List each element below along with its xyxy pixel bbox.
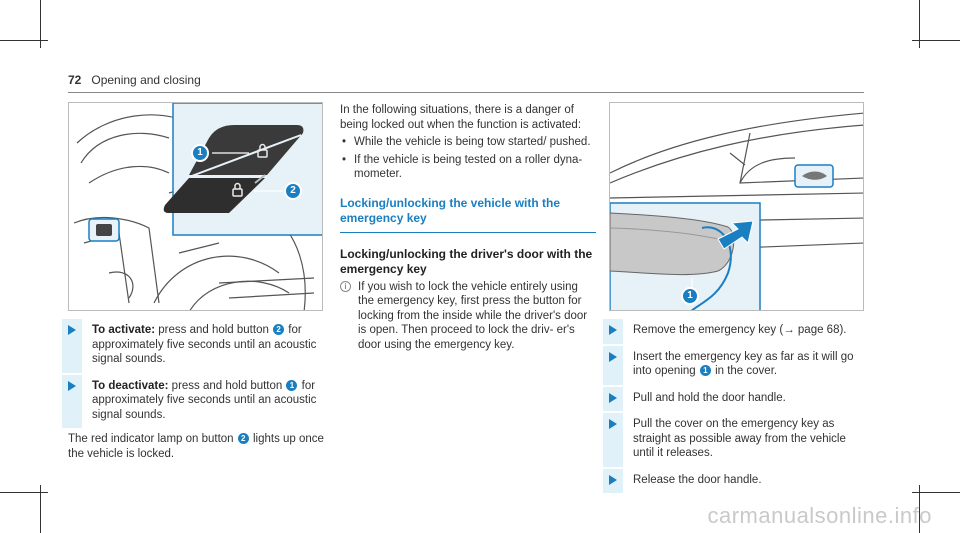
callout-2: 2 bbox=[284, 182, 302, 200]
column-1 bbox=[68, 323, 326, 461]
step-arrow-icon bbox=[609, 419, 617, 429]
step-arrow-icon bbox=[609, 325, 617, 335]
section-heading: Locking/unlocking the vehicle with the emergency key bbox=[340, 196, 596, 233]
button-number-badge: 2 bbox=[238, 433, 249, 444]
indicator-paragraph: The red indicator lamp on button 2 lights up once the vehicle is locked. bbox=[68, 433, 324, 460]
door-handle-illustration bbox=[610, 103, 864, 311]
crop-mark bbox=[0, 492, 48, 493]
step-deactivate: To deactivate: press and hold button 1 for approximately five seconds until an acoustic signal sounds. bbox=[68, 379, 326, 423]
section-title: Opening and closing bbox=[91, 73, 201, 87]
step-activate: To activate: press and hold button 2 for approximately five seconds until an acoustic signal sounds. bbox=[68, 323, 326, 367]
page-reference-arrow: → bbox=[783, 324, 795, 336]
info-icon: i bbox=[340, 281, 351, 292]
page-header bbox=[68, 73, 201, 87]
column-3 bbox=[609, 323, 867, 499]
step-arrow-icon bbox=[609, 393, 617, 403]
step-pull-cover: Pull the cover on the emergency key as straight as possible away from the vehicle until it releases. bbox=[609, 417, 867, 461]
figure-door-panel bbox=[68, 102, 323, 311]
note-paragraph: i If you wish to lock the vehicle entirely using the emergency key, first press the button for locking from the inside while the driver's door is open. Then proceed to lock the driv- er's door using the emergency key. bbox=[340, 280, 596, 353]
crop-mark bbox=[912, 492, 960, 493]
callout-1: 1 bbox=[191, 144, 209, 162]
crop-mark bbox=[912, 40, 960, 41]
step-release-handle: Release the door handle. bbox=[609, 473, 867, 488]
step-remove-key: Remove the emergency key (→ page 68). bbox=[609, 323, 867, 338]
step-arrow-icon bbox=[609, 352, 617, 362]
figure-door-handle bbox=[609, 102, 864, 311]
step-arrow-icon bbox=[609, 475, 617, 485]
button-number-badge: 1 bbox=[286, 380, 297, 391]
subsection-heading: Locking/unlocking the driver's door with the emergency key bbox=[340, 246, 593, 276]
door-panel-illustration bbox=[69, 103, 323, 311]
header-rule bbox=[68, 92, 864, 93]
column-2 bbox=[340, 103, 596, 352]
bullet-item: • If the vehicle is being tested on a roller dyna- mometer. bbox=[340, 153, 596, 182]
bullet-item: • While the vehicle is being tow started/ pushed. bbox=[340, 135, 596, 150]
button-number-badge: 2 bbox=[273, 324, 284, 335]
intro-paragraph: In the following situations, there is a danger of being locked out when the function is activated: bbox=[340, 104, 582, 131]
watermark: carmanualsonline.info bbox=[707, 503, 932, 528]
step-arrow-icon bbox=[68, 325, 76, 335]
page-number: 72 bbox=[68, 73, 82, 87]
step-arrow-icon bbox=[68, 381, 76, 391]
step-insert-key: Insert the emergency key as far as it will go into opening 1 in the cover. bbox=[609, 350, 867, 379]
opening-number-badge: 1 bbox=[700, 365, 711, 376]
crop-mark bbox=[0, 40, 48, 41]
step-pull-handle: Pull and hold the door handle. bbox=[609, 391, 867, 406]
callout-1: 1 bbox=[681, 287, 699, 305]
